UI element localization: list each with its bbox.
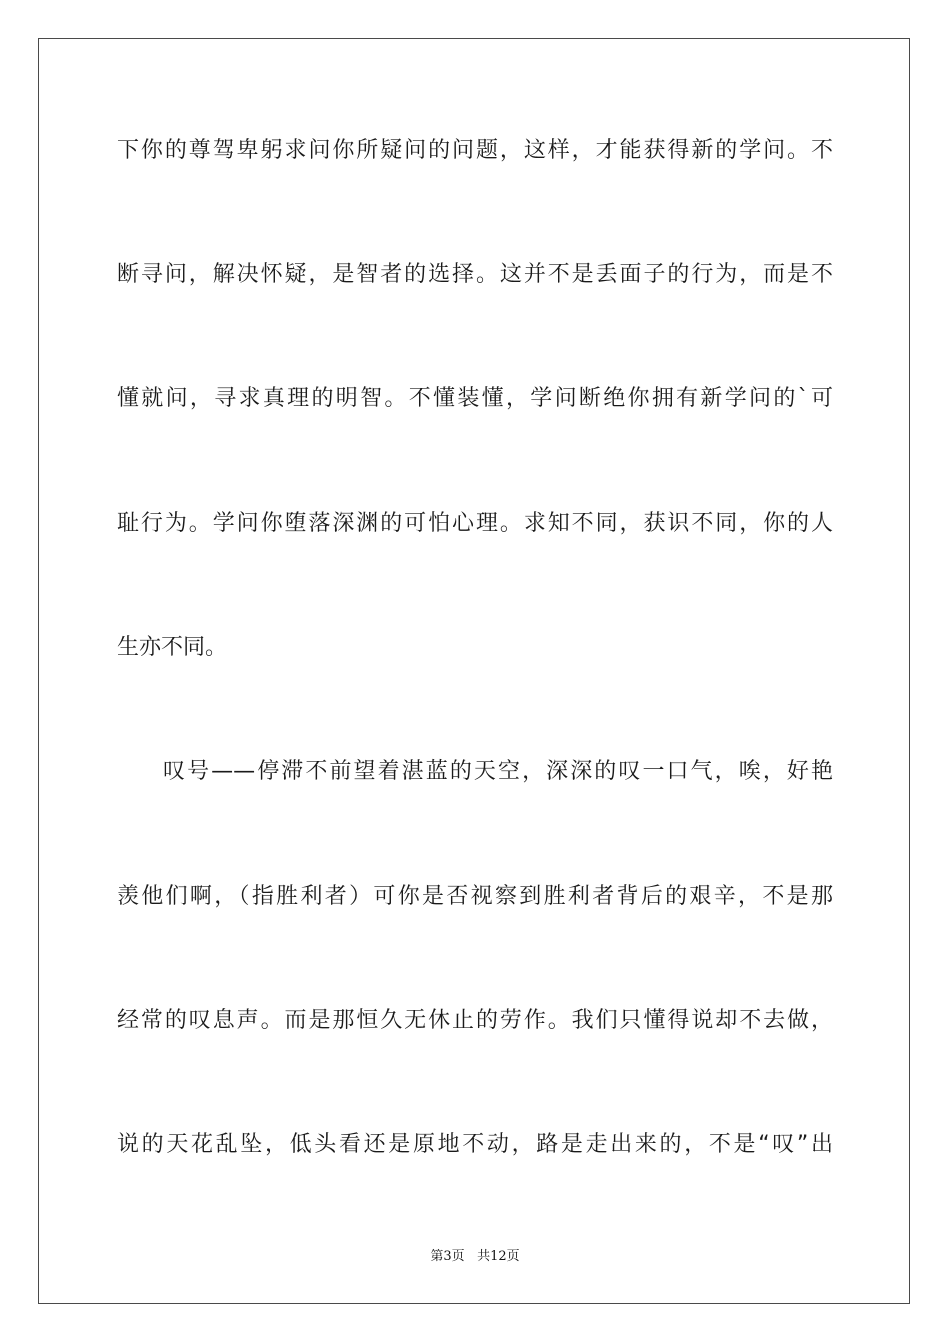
paragraph-2-line-4: 说的天花乱坠，低头看还是原地不动，路是走出来的，不是“叹”出 bbox=[117, 1132, 833, 1157]
paragraph-2-line-2: 羡他们啊，（指胜利者）可你是否视察到胜利者背后的艰辛，不是那 bbox=[117, 884, 833, 909]
footer-spacer bbox=[465, 1249, 477, 1264]
paragraph-2-line-3: 经常的叹息声。而是那恒久无休止的劳作。我们只懂得说却不去做， bbox=[117, 1008, 833, 1033]
page-footer bbox=[0, 1249, 950, 1265]
paragraph-1-line-4: 耻行为。学问你堕落深渊的可怕心理。求知不同，获识不同，你的人 bbox=[117, 511, 833, 536]
page-number: 第3页 bbox=[430, 1249, 465, 1264]
paragraph-2-line-1: 叹号——停滞不前望着湛蓝的天空，深深的叹一口气，唉，好艳 bbox=[163, 759, 833, 784]
paragraph-1-line-2: 断寻问，解决怀疑，是智者的选择。这并不是丢面子的行为，而是不 bbox=[117, 262, 833, 287]
page-border bbox=[38, 38, 910, 1304]
paragraph-1-line-3: 懂就问，寻求真理的明智。不懂装懂，学问断绝你拥有新学问的`可 bbox=[117, 386, 833, 411]
paragraph-1-line-1: 下你的尊驾卑躬求问你所疑问的问题，这样，才能获得新的学问。不 bbox=[117, 138, 833, 163]
page-total: 共12页 bbox=[477, 1249, 520, 1264]
paragraph-1-line-5: 生亦不同。 bbox=[117, 635, 228, 660]
